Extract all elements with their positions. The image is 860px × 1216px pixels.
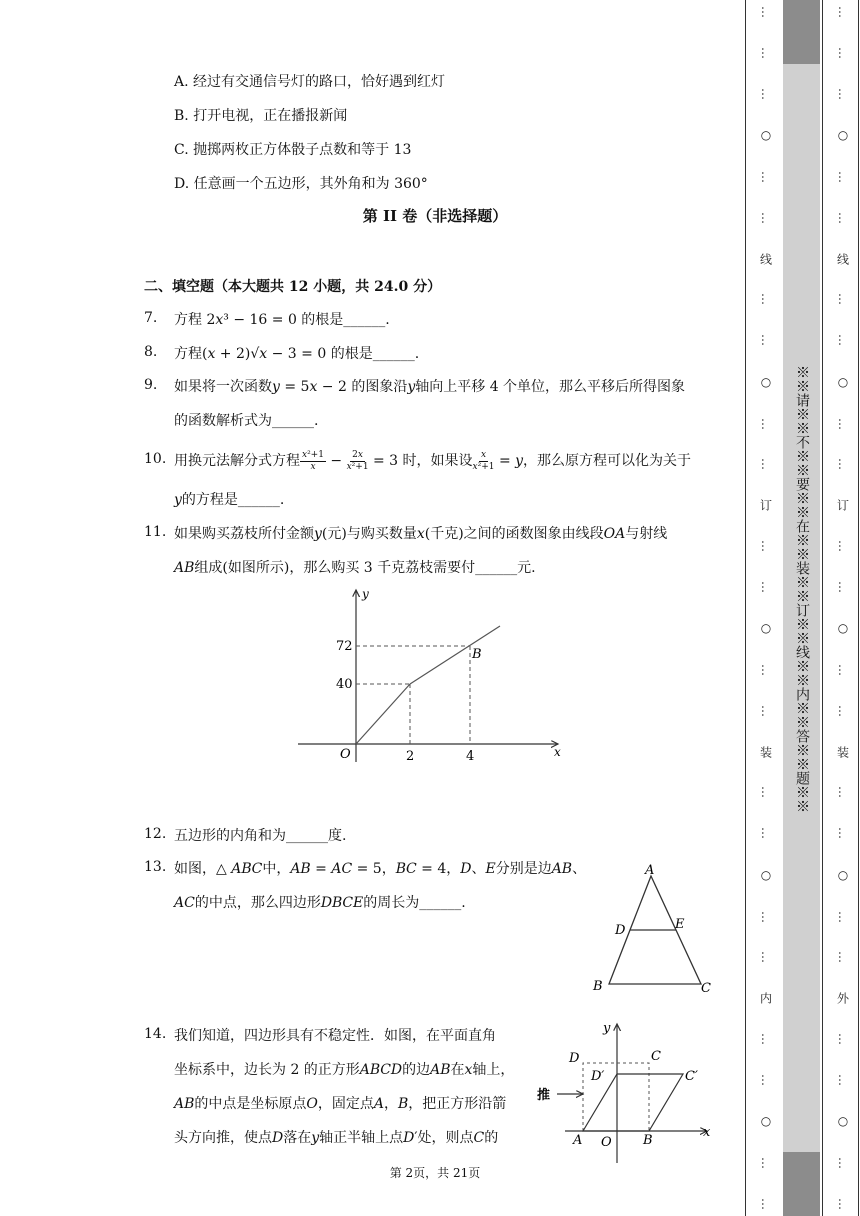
ytick-72: 72 [336, 639, 353, 654]
q10-fraction-3 [473, 450, 495, 473]
inner-binding-mark: … [759, 539, 773, 552]
outer-binding-mark: 装 [835, 745, 850, 758]
inner-binding-mark: 装 [758, 745, 773, 758]
outer-binding-mark: … [836, 46, 850, 59]
q11-graph [290, 582, 575, 767]
label-a-14: A [573, 1133, 583, 1148]
q10-frac3-numerator: 𝑥 [480, 449, 487, 460]
vertex-c-label: C [701, 981, 711, 996]
outer-binding-mark: … [836, 1157, 850, 1169]
inner-binding-mark: … [759, 417, 773, 430]
binding-outer-column [833, 0, 853, 1216]
graph-origin: O [340, 747, 351, 762]
q10-fraction-2 [347, 450, 369, 473]
segment-oa [356, 684, 410, 744]
outer-binding-mark: 外 [835, 992, 850, 1004]
graph-x-label: x [554, 745, 561, 759]
q10-line1 [174, 442, 691, 480]
inner-binding-mark: 订 [758, 499, 773, 511]
point-b-label: B [472, 647, 482, 662]
inner-binding-mark: … [759, 211, 773, 224]
q14-number: 14. [144, 1026, 167, 1042]
label-y-14: y [603, 1021, 611, 1036]
q10-text-a: 用换元法解分式方程 [174, 453, 300, 469]
label-b-14: B [643, 1133, 653, 1148]
option-c: C. 抛掷两枚正方体骰子点数和等于 13 [174, 142, 412, 158]
binding-border-edge [858, 0, 859, 1216]
xtick-4: 4 [466, 749, 475, 764]
outer-binding-mark: ○ [836, 621, 850, 636]
inner-binding-mark: … [759, 786, 773, 799]
outer-binding-mark: … [836, 580, 850, 593]
ray-ab [410, 626, 500, 684]
option-b: B. 打开电视，正在播报新闻 [174, 108, 348, 124]
vertex-b-label: B [593, 979, 603, 994]
point-e-label: E [675, 917, 685, 932]
q14-line2: 坐标系中，边长为 2 的正方形𝐴𝐵𝐶𝐷的边𝐴𝐵在𝑥轴上， [174, 1062, 515, 1078]
binding-border-right [822, 0, 823, 1216]
outer-binding-mark: … [836, 827, 850, 839]
label-push-14: 推 [537, 1088, 551, 1103]
q13-line2: 𝐴𝐶的中点，那么四边形𝐷𝐵𝐶𝐸的周长为______. [174, 895, 466, 911]
q11-number: 11. [144, 524, 167, 540]
part-title: 第 II 卷（非选择题） [362, 207, 508, 225]
q10-text-c: = 𝑦，那么原方程可以化为关于 [494, 453, 692, 469]
q10-number: 10. [144, 451, 167, 467]
label-o-14: O [601, 1135, 612, 1150]
binding-border-left [745, 0, 746, 1216]
inner-binding-mark: … [759, 580, 773, 593]
outer-binding-mark: … [836, 1032, 850, 1045]
ytick-40: 40 [336, 677, 353, 692]
outer-binding-mark: … [836, 171, 850, 183]
inner-binding-mark: … [759, 1197, 773, 1210]
q9-line2: 的函数解析式为______. [174, 413, 319, 429]
q12-number: 12. [144, 826, 167, 842]
inner-binding-mark: ○ [759, 867, 773, 882]
graph-y-label: y [362, 587, 369, 601]
inner-binding-mark: … [759, 46, 773, 59]
q13-triangle-figure [585, 860, 715, 1000]
q10-frac2-numerator: 2𝑥 [352, 449, 363, 460]
q10-minus: − [325, 453, 347, 469]
outer-binding-mark: 线 [835, 252, 850, 265]
q9-number: 9. [144, 377, 158, 393]
inner-binding-mark: … [759, 1032, 773, 1045]
option-a: A. 经过有交通信号灯的路口，恰好遇到红灯 [174, 74, 446, 90]
inner-binding-mark: ○ [759, 1114, 773, 1129]
label-d-14: D [569, 1051, 580, 1066]
inner-binding-mark: ○ [759, 128, 773, 143]
outer-binding-mark: ○ [836, 1114, 850, 1129]
outer-binding-mark: … [836, 417, 850, 430]
q11-line1: 如果购买荔枝所付金额𝑦(元)与购买数量𝑥(千克)之间的函数图象由线段𝑂𝐴与射线 [174, 526, 668, 542]
page-footer: 第 2页，共 21页 [389, 1166, 481, 1180]
inner-binding-mark: ○ [759, 621, 773, 636]
q10-fraction-1 [300, 450, 326, 473]
label-x-14: x [703, 1125, 711, 1140]
outer-binding-mark: … [836, 334, 850, 346]
inner-binding-mark: … [759, 87, 773, 100]
outer-binding-mark: ○ [836, 867, 850, 882]
outer-binding-mark: … [836, 664, 850, 676]
q10-frac3-denominator: 𝑥²+1 [472, 461, 495, 472]
q12-text: 五边形的内角和为______度. [174, 828, 347, 844]
inner-binding-mark: … [759, 664, 773, 676]
outer-binding-mark: … [836, 293, 850, 306]
outer-binding-mark: … [836, 211, 850, 224]
outer-binding-mark: … [836, 910, 850, 923]
outer-binding-mark: ○ [836, 374, 850, 389]
q13-number: 13. [144, 859, 167, 875]
outer-binding-mark: … [836, 1073, 850, 1086]
q10-line2: 𝑦的方程是______. [174, 492, 285, 508]
point-d-label: D [615, 923, 626, 938]
q10-frac1-denominator: 𝑥 [310, 461, 316, 472]
q14-line3: 𝐴𝐵的中点是坐标原点𝑂，固定点𝐴，𝐵，把正方形沿箭 [174, 1096, 507, 1112]
inner-binding-mark: … [759, 6, 773, 18]
inner-binding-mark: … [759, 1073, 773, 1086]
inner-binding-mark: … [759, 171, 773, 183]
inner-binding-mark: … [759, 458, 773, 471]
outer-binding-mark: … [836, 458, 850, 471]
vertex-a-label: A [645, 863, 655, 878]
outer-binding-mark: … [836, 1197, 850, 1210]
strip-cap-bottom [783, 1152, 820, 1216]
label-cprime-14: C′ [685, 1069, 698, 1084]
outer-binding-mark: … [836, 539, 850, 552]
binding-inner-column [756, 0, 776, 1216]
inner-binding-mark: … [759, 951, 773, 964]
inner-binding-mark: ○ [759, 374, 773, 389]
outer-binding-mark: … [836, 786, 850, 799]
inner-binding-mark: 内 [758, 992, 773, 1004]
outer-binding-mark: 订 [835, 499, 850, 511]
q14-figure [535, 1018, 715, 1168]
section-title: 二、填空题（本大题共 12 小题，共 24.0 分） [144, 279, 442, 295]
inner-binding-mark: … [759, 293, 773, 306]
q8-text: 方程(𝑥 + 2)√𝑥 − 3 = 0 的根是______. [174, 346, 420, 362]
option-d: D. 任意画一个五边形，其外角和为 360° [174, 176, 428, 192]
q10-text-b: = 3 时，如果设 [368, 453, 473, 469]
outer-binding-mark: … [836, 704, 850, 717]
inner-binding-mark: … [759, 910, 773, 923]
q8-number: 8. [144, 344, 158, 360]
q9-line1: 如果将一次函数𝑦 = 5𝑥 − 2 的图象沿𝑦轴向上平移 4 个单位，那么平移后所得图象 [174, 379, 686, 395]
outer-binding-mark: ○ [836, 128, 850, 143]
binding-notice: ※※请※※不※※要※※在※※装※※订※※线※※内※※答※※题※※ [794, 365, 810, 813]
inner-binding-mark: … [759, 1157, 773, 1169]
q14-line1: 我们知道，四边形具有不稳定性．如图，在平面直角 [174, 1028, 496, 1044]
label-c-14: C [651, 1049, 661, 1064]
label-dprime-14: D′ [591, 1069, 605, 1084]
outer-binding-mark: … [836, 6, 850, 18]
xtick-2: 2 [406, 749, 415, 764]
inner-binding-mark: … [759, 827, 773, 839]
q13-line1: 如图，△ 𝐴𝐵𝐶中，𝐴𝐵 = 𝐴𝐶 = 5，𝐵𝐶 = 4，𝐷、𝐸分别是边𝐴𝐵、 [174, 861, 587, 877]
outer-binding-mark: … [836, 87, 850, 100]
q10-frac1-numerator: 𝑥²+1 [302, 449, 324, 460]
strip-cap-top [783, 0, 820, 64]
inner-binding-mark: … [759, 704, 773, 717]
q7-text: 方程 2𝑥³ − 16 = 0 的根是______. [174, 312, 390, 328]
binding-gray-strip [783, 0, 820, 1216]
inner-binding-mark: 线 [758, 252, 773, 265]
q10-frac2-denominator: 𝑥²+1 [346, 461, 369, 472]
q14-line4: 头方向推，使点𝐷落在𝑦轴正半轴上点𝐷′处，则点𝐶的 [174, 1130, 499, 1146]
q7-number: 7. [144, 310, 158, 326]
q11-line2: 𝐴𝐵组成(如图所示)，那么购买 3 千克荔枝需要付______元. [174, 560, 536, 576]
inner-binding-mark: … [759, 334, 773, 346]
outer-binding-mark: … [836, 951, 850, 964]
